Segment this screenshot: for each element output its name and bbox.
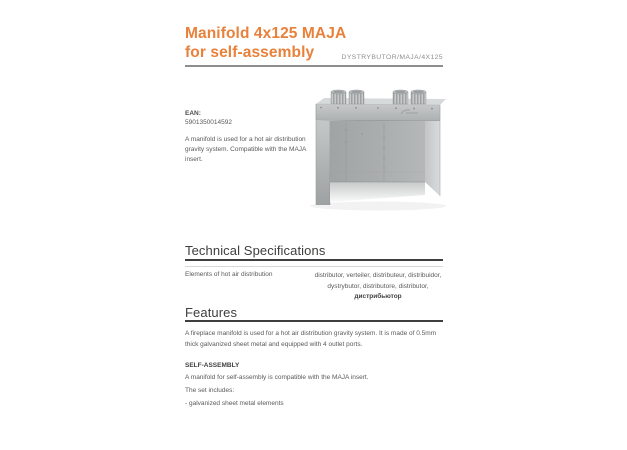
spec-row-value-translations: distributor, verteiler, distributeur, distribuidor, dystrybutor, distributore, distributor, — [314, 272, 442, 290]
spec-row-value — [311, 271, 445, 303]
features-set-includes-label: The set includes: — [185, 387, 235, 394]
ean-value: 5901350014592 — [185, 119, 232, 126]
product-description: A manifold is used for a hot air distribution gravity system. Compatible with the MAJA insert. — [185, 136, 307, 163]
product-photo — [300, 84, 460, 214]
features-underline — [185, 320, 443, 322]
spec-row-divider — [185, 266, 443, 267]
technical-specifications-underline — [185, 259, 443, 261]
section-heading-features: Features — [185, 305, 238, 320]
features-subheading-self-assembly: SELF-ASSEMBLY — [185, 362, 240, 369]
page-title-line1: Manifold 4x125 MAJA — [185, 25, 347, 42]
features-intro: A fireplace manifold is used for a hot air distribution gravity system. It is made of 0.5mm thick galvanized sheet metal and equipped with 4 outlet ports. — [185, 330, 437, 348]
product-code: DYSTRYBUTOR/MAJA/4X125 — [341, 54, 443, 61]
spec-row-value-cyrillic: дистрибьютор — [354, 293, 402, 300]
features-set-item: - galvanized sheet metal elements — [185, 400, 284, 407]
page-title-line2: for self-assembly — [185, 44, 315, 61]
header-divider — [185, 65, 443, 67]
section-heading-technical-specifications: Technical Specifications — [185, 243, 326, 258]
manifold-illustration — [300, 84, 460, 214]
ean-label: EAN: — [185, 110, 201, 117]
features-compatibility-text: A manifold for self-assembly is compatible with the MAJA insert. — [185, 374, 369, 381]
spec-row-label: Elements of hot air distribution — [185, 271, 273, 278]
